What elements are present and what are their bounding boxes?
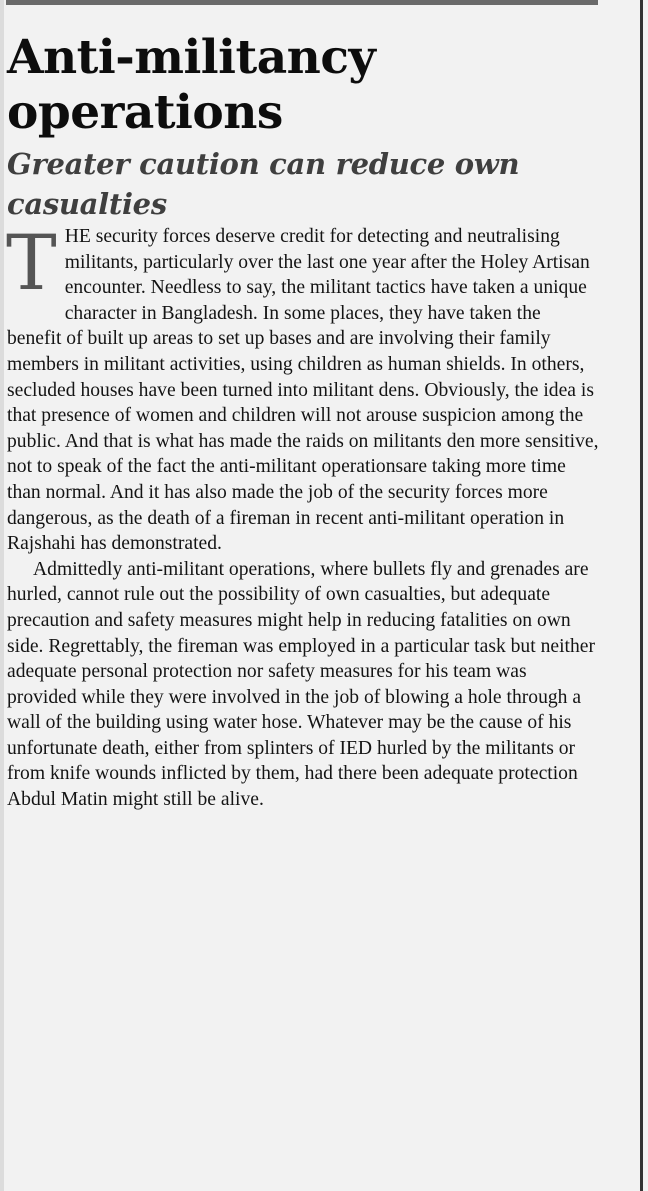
paragraph-1-text: HE security forces deserve credit for detecting and neutralising militants, particularly over the last one year after the Holey Artisan encounter. Needless to say, the militant tactics have taken a unique character in Bangladesh. In some places, they have taken the benefit of built up areas to set up bases and are involving their family members in militant activities, using children as human shields. In others, secluded houses have been turned into militant dens. Obviously, the idea is that presence of women and children will not arouse suspicion among the public. And that is what has made the raids on militants den more sensitive, not to speak of the fact the anti-militant operationsare taking more time than normal. And it has also made the job of the security forces more dangerous, as the death of a fireman in recent anti-militant operation in Rajshahi has demonstrated. bbox=[7, 226, 599, 555]
paragraph-2: Admittedly anti-militant operations, where bullets fly and grenades are hurled, cannot rule out the possibility of own casualties, but adequate precaution and safety measures might help in reducing fatalities on own side. Regrettably, the fireman was employed in a particular task but neither adequate personal protection nor safety measures for his team was provided while they were involved in the job of blowing a hole through a wall of the building using water hose. Whatever may be the cause of his unfortunate death, either from splinters of IED hurled by the militants or from knife wounds inflicted by them, had there been adequate protection Abdul Matin might still be alive. bbox=[7, 558, 595, 811]
editorial-article bbox=[7, 30, 599, 813]
page-left-edge bbox=[0, 0, 4, 1191]
headline: Anti-militancy operations bbox=[7, 30, 376, 140]
top-rule bbox=[6, 0, 598, 5]
article-body bbox=[6, 218, 599, 813]
paragraph-1 bbox=[6, 218, 599, 557]
column-rule bbox=[640, 0, 643, 1191]
drop-cap: T bbox=[6, 218, 57, 307]
deck-subheadline: Greater caution can reduce own casualties bbox=[7, 147, 520, 221]
